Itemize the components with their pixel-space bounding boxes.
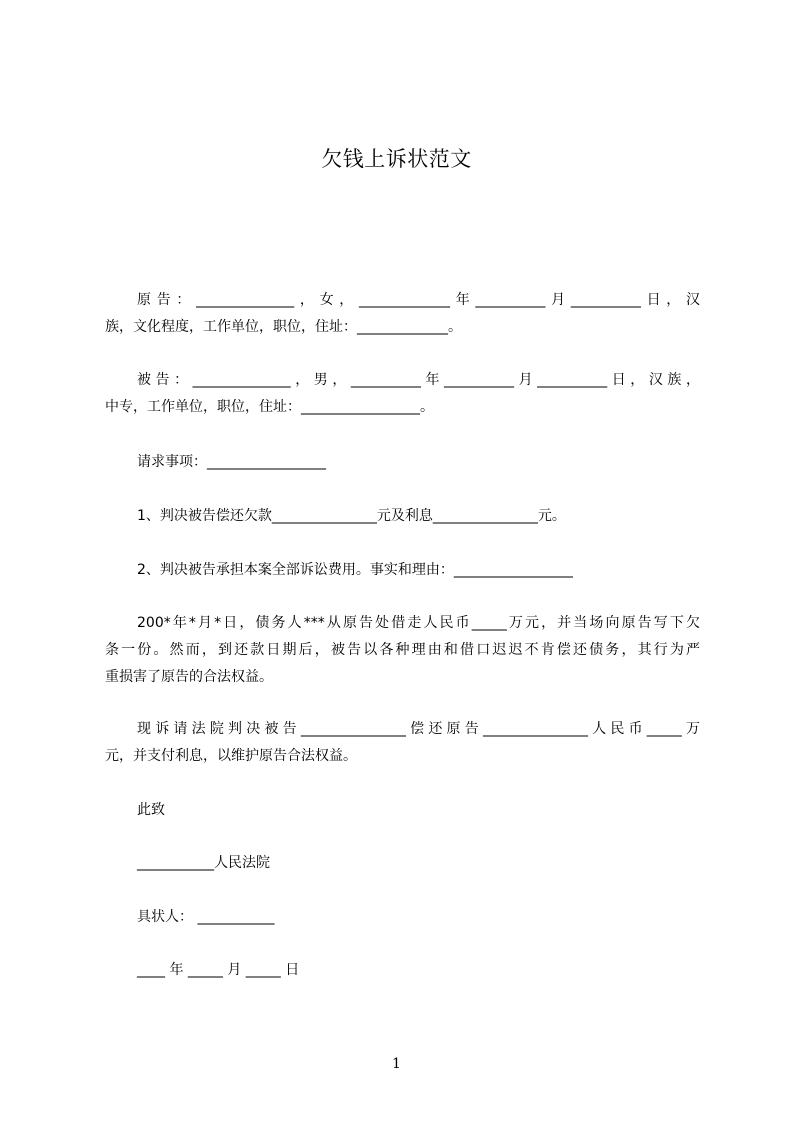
- document-title: 欠钱上诉状范文: [321, 147, 472, 171]
- defendant-line-1: 被告：______________，男，__________年__________月__________日，汉族，: [137, 372, 700, 388]
- plaintiff-line-1: 原告：______________，女，_____________年__________月__________日，汉: [137, 292, 700, 308]
- request-heading: 请求事项：_________________: [137, 454, 326, 470]
- facts-line-2: 条一份。然而，到还款日期后，被告以各种理由和借口迟迟不肯偿还债务，其行为严: [105, 642, 700, 658]
- salutation: 此致: [137, 802, 165, 818]
- facts-line-3: 重损害了原告的合法权益。: [105, 669, 273, 685]
- date-line: ____ 年 _____ 月 _____ 日: [137, 962, 300, 978]
- petitioner-signature-line: 具状人： ___________: [137, 909, 275, 925]
- court-name-line: ___________人民法院: [137, 855, 270, 871]
- request-item-2: 2、判决被告承担本案全部诉讼费用。事实和理由：_________________: [137, 562, 573, 578]
- request-item-1: 1、判决被告偿还欠款_______________元及利息_______________元。: [137, 508, 566, 524]
- petition-line-1: 现诉请法院判决被告_______________偿还原告_______________人民币_____万: [137, 721, 700, 737]
- facts-line-1: 200*年*月*日，债务人***从原告处借走人民币_____万元，并当场向原告写下欠: [137, 615, 700, 631]
- plaintiff-line-2: 族，文化程度，工作单位，职位，住址：_____________。: [105, 319, 462, 335]
- defendant-line-2: 中专，工作单位，职位，住址：_________________。: [105, 399, 434, 415]
- page-number: 1: [392, 1056, 401, 1072]
- petition-line-2: 元，并支付利息，以维护原告合法权益。: [105, 748, 357, 764]
